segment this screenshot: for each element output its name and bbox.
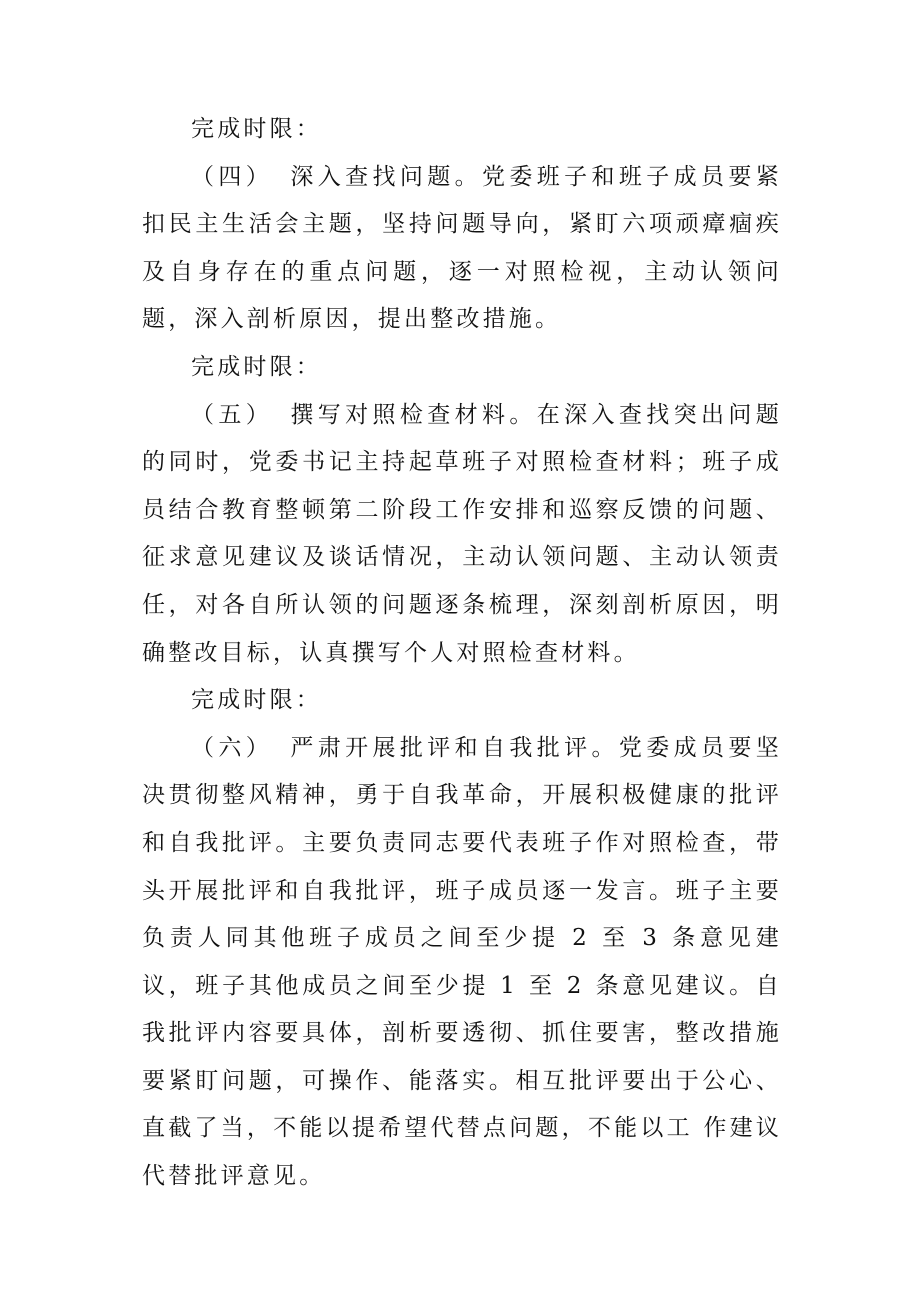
paragraph-4 xyxy=(142,154,782,344)
document-body xyxy=(142,106,782,1201)
paragraph-6 xyxy=(142,725,782,1201)
deadline-label: 完成时限： xyxy=(191,353,322,380)
deadline-label: 完成时限： xyxy=(191,687,322,714)
section-number: （六） xyxy=(191,734,274,761)
deadline-label: 完成时限： xyxy=(191,116,322,142)
section-number: （四） xyxy=(191,163,274,190)
paragraph-text: 严肃开展批评和自我批评。党委成员要坚决贯彻整风精神，勇于自我革命，开展积极健康的批评和自我批评。主要负责同志要代表班子作对照检查，带头开展批评和自我批评，班子成员逐一发言。班子主要负责人同其他班子成员之间至少提 2 至 3 条意见建议，班子其他成员之间至少提 1 至 2 条意见建议。自我批评内容要具体，剖析要透彻、抓住要害，整改措施要紧盯问题，可操作、能落实。相互批评要出于公心、直截了当，不能以提希望代替点问题，不能以工 作建议代替批评意见。 xyxy=(142,734,782,1190)
paragraph-text: 撰写对照检查材料。在深入查找突出问题的同时，党委书记主持起草班子对照检查材料；班子成员结合教育整顿第二阶段工作安排和巡察反馈的问题、征求意见建议及谈话情况，主动认领问题、主动认领责任，对各自所认领的问题逐条梳理，深刻剖析原因，明确整改目标，认真撰写个人对照检查材料。 xyxy=(142,401,782,666)
paragraph-text: 深入查找问题。党委班子和班子成员要紧扣民主生活会主题，坚持问题导向，紧盯六项顽瘴痼疾及自身存在的重点问题，逐一对照检视，主动认领问题，深入剖析原因，提出整改措施。 xyxy=(142,163,782,333)
paragraph-5 xyxy=(142,392,782,678)
section-number: （五） xyxy=(191,401,274,428)
